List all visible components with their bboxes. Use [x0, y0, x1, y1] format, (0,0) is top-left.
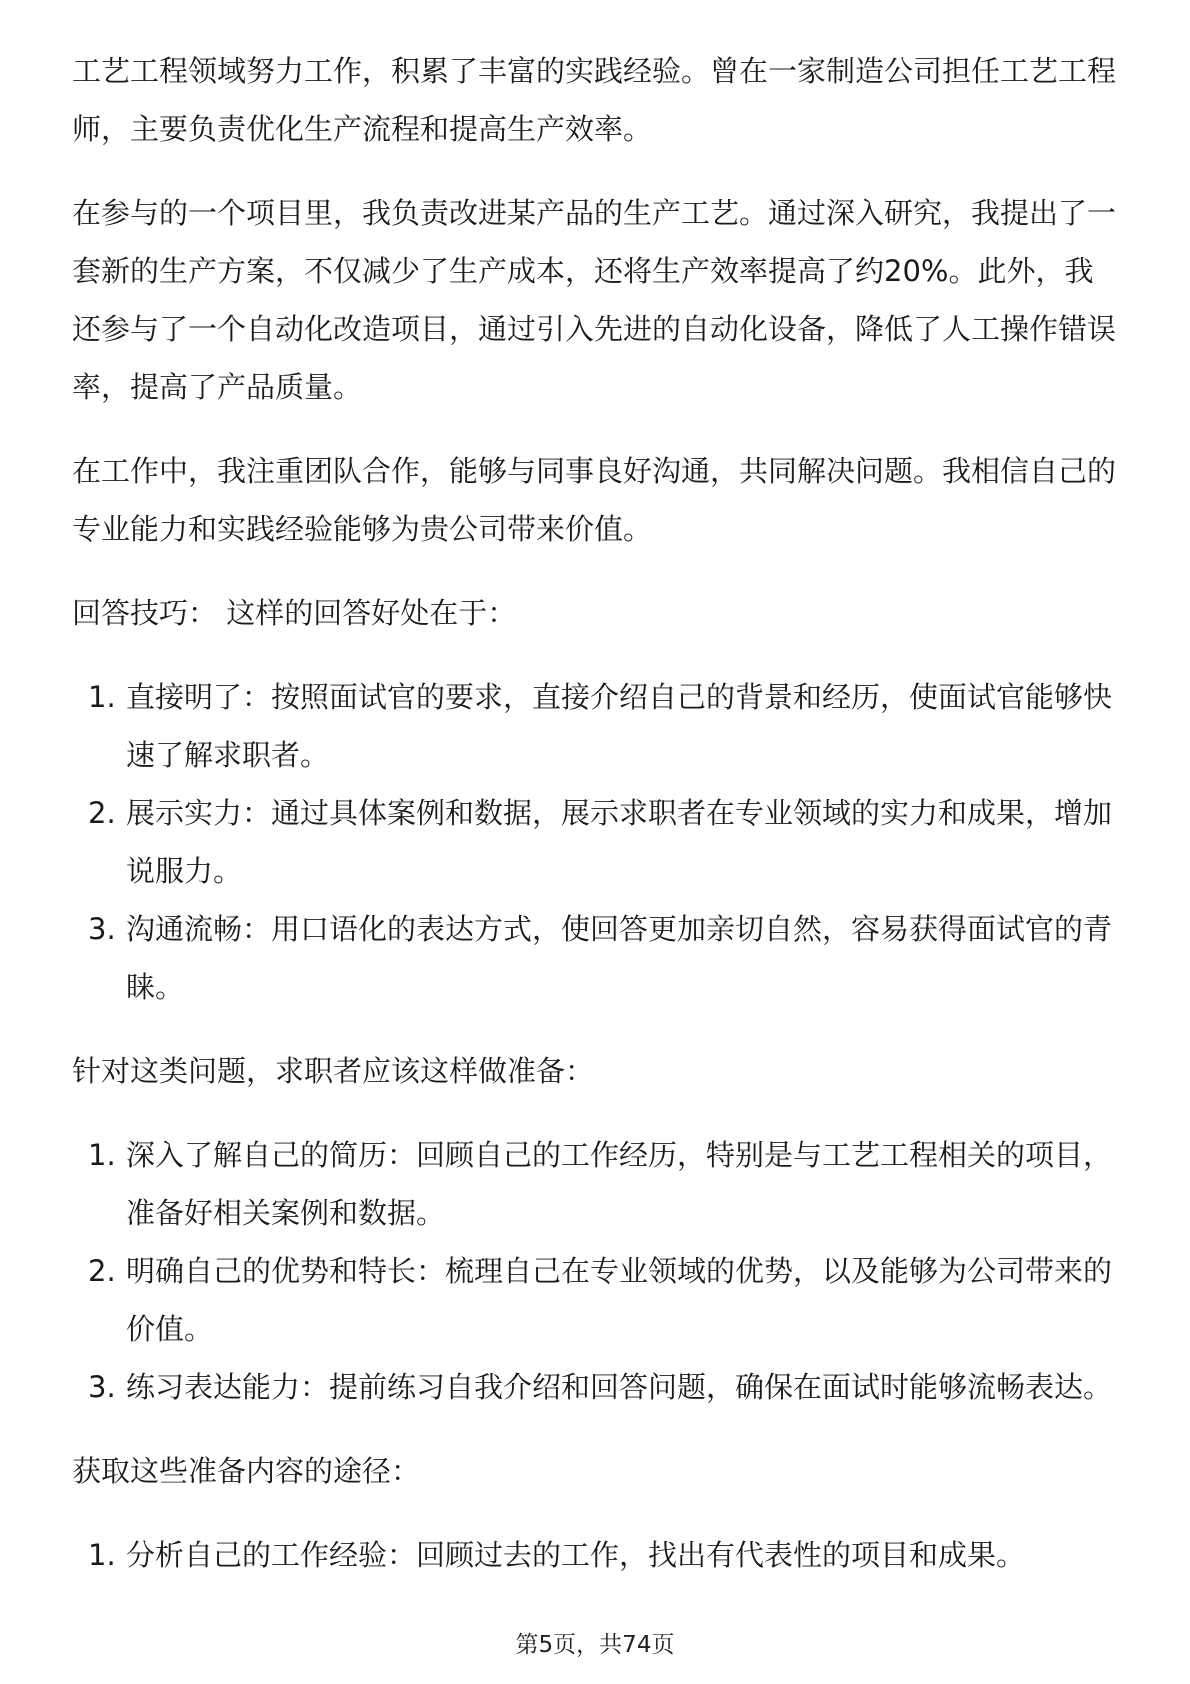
- section-heading-answer-tips: 回答技巧： 这样的回答好处在于：: [72, 596, 517, 630]
- list-item: [72, 900, 1122, 1016]
- list-number: 1.: [88, 1138, 116, 1172]
- paragraph-project: 在参与的一个项目里，我负责改进某产品的生产工艺。通过深入研究，我提出了一套新的生产方案，不仅减少了生产成本，还将生产效率提高了约20%。此外，我还参与了一个自动化改造项目，通过引入先进的自动化设备，降低了人工操作错误率，提高了产品质量。: [72, 196, 1117, 404]
- list-number: 2.: [88, 1254, 116, 1288]
- list-number: 3.: [88, 912, 116, 946]
- section-heading-sources: 获取这些准备内容的途径：: [72, 1454, 421, 1488]
- list-number: 1.: [88, 680, 116, 714]
- document-body: [72, 42, 1122, 1610]
- list-item-text: 深入了解自己的简历：回顾自己的工作经历，特别是与工艺工程相关的项目，准备好相关案例和数据。: [126, 1138, 1113, 1230]
- list-item-text: 分析自己的工作经验：回顾过去的工作，找出有代表性的项目和成果。: [126, 1538, 1026, 1572]
- paragraph-teamwork: 在工作中，我注重团队合作，能够与同事良好沟通，共同解决问题。我相信自己的专业能力和实践经验能够为贵公司带来价值。: [72, 454, 1117, 546]
- list-number: 1.: [88, 1538, 116, 1572]
- list-item: [72, 1358, 1122, 1416]
- list-item-text: 练习表达能力：提前练习自我介绍和回答问题，确保在面试时能够流畅表达。: [126, 1370, 1113, 1404]
- list-item-text: 直接明了：按照面试官的要求，直接介绍自己的背景和经历，使面试官能够快速了解求职者。: [126, 680, 1113, 772]
- list-number: 2.: [88, 796, 116, 830]
- list-number: 3.: [88, 1370, 116, 1404]
- page-footer: 第5页，共74页: [515, 1632, 675, 1658]
- answer-tips-list: [72, 668, 1122, 1016]
- sources-list: [72, 1526, 1122, 1584]
- preparation-list: [72, 1126, 1122, 1416]
- list-item: [72, 668, 1122, 784]
- paragraph-experience: 工艺工程领域努力工作，积累了丰富的实践经验。曾在一家制造公司担任工艺工程师，主要负责优化生产流程和提高生产效率。: [72, 54, 1117, 146]
- list-item: [72, 784, 1122, 900]
- section-heading-preparation: 针对这类问题，求职者应该这样做准备：: [72, 1054, 595, 1088]
- list-item-text: 展示实力：通过具体案例和数据，展示求职者在专业领域的实力和成果，增加说服力。: [126, 796, 1113, 888]
- list-item-text: 明确自己的优势和特长：梳理自己在专业领域的优势，以及能够为公司带来的价值。: [126, 1254, 1113, 1346]
- list-item: [72, 1526, 1122, 1584]
- list-item-text: 沟通流畅：用口语化的表达方式，使回答更加亲切自然，容易获得面试官的青睐。: [126, 912, 1113, 1004]
- list-item: [72, 1126, 1122, 1242]
- list-item: [72, 1242, 1122, 1358]
